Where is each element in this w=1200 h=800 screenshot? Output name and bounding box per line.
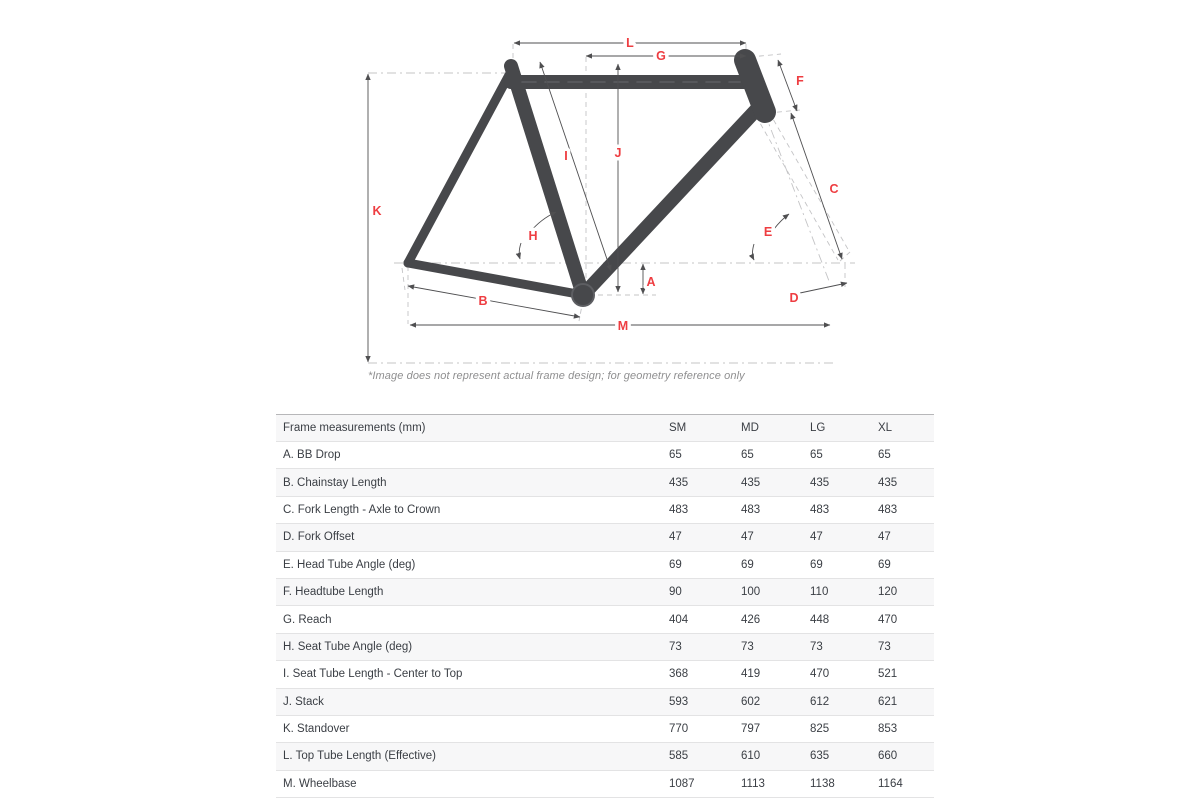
cell-md: 797 <box>734 715 803 742</box>
frame-measurements-table <box>276 414 934 798</box>
cell-md: 65 <box>734 442 803 469</box>
cell-md: 610 <box>734 743 803 770</box>
label-G: G <box>656 49 666 63</box>
cell-sm: 483 <box>662 496 734 523</box>
cell-md: 419 <box>734 661 803 688</box>
cell-xl: 483 <box>871 496 934 523</box>
cell-xl: 69 <box>871 551 934 578</box>
cell-lg: 65 <box>803 442 871 469</box>
cell-xl: 1164 <box>871 770 934 797</box>
table-row <box>276 770 934 797</box>
row-label: H. Seat Tube Angle (deg) <box>276 633 662 660</box>
row-label: D. Fork Offset <box>276 524 662 551</box>
angle-arc-E-upper <box>774 214 789 229</box>
angle-arc-E-lower <box>753 244 755 260</box>
cell-sm: 404 <box>662 606 734 633</box>
cell-xl: 660 <box>871 743 934 770</box>
cell-md: 426 <box>734 606 803 633</box>
table-row <box>276 496 934 523</box>
column-header-md: MD <box>734 415 803 442</box>
label-I: I <box>564 149 568 163</box>
table-row <box>276 606 934 633</box>
table-row <box>276 715 934 742</box>
cell-sm: 593 <box>662 688 734 715</box>
row-label: C. Fork Length - Axle to Crown <box>276 496 662 523</box>
cell-sm: 73 <box>662 633 734 660</box>
cell-sm: 90 <box>662 578 734 605</box>
row-label: J. Stack <box>276 688 662 715</box>
cell-sm: 435 <box>662 469 734 496</box>
cell-xl: 435 <box>871 469 934 496</box>
label-D: D <box>789 291 799 305</box>
chainstay-tick-rear <box>402 268 405 290</box>
table-row <box>276 442 934 469</box>
label-L: L <box>626 36 634 50</box>
angle-arc-H-lower <box>519 243 521 259</box>
cell-sm: 368 <box>662 661 734 688</box>
diagram-disclaimer: *Image does not represent actual frame design; for geometry reference only <box>368 370 745 382</box>
cell-lg: 612 <box>803 688 871 715</box>
cell-md: 73 <box>734 633 803 660</box>
cell-lg: 635 <box>803 743 871 770</box>
cell-xl: 73 <box>871 633 934 660</box>
cell-xl: 521 <box>871 661 934 688</box>
label-H: H <box>528 229 538 243</box>
cell-lg: 470 <box>803 661 871 688</box>
cell-xl: 621 <box>871 688 934 715</box>
seat-tube <box>511 66 583 295</box>
chain-stay-tube <box>408 263 583 295</box>
row-label: K. Standover <box>276 715 662 742</box>
dim-line-I-seattube <box>540 62 611 271</box>
column-header-lg: LG <box>803 415 871 442</box>
cell-lg: 69 <box>803 551 871 578</box>
label-M: M <box>617 319 629 333</box>
row-label: F. Headtube Length <box>276 578 662 605</box>
column-header-sm: SM <box>662 415 734 442</box>
cell-md: 435 <box>734 469 803 496</box>
cell-md: 483 <box>734 496 803 523</box>
cell-lg: 448 <box>803 606 871 633</box>
row-label: L. Top Tube Length (Effective) <box>276 743 662 770</box>
dim-line-F-headtube <box>778 60 797 111</box>
down-tube <box>583 109 757 295</box>
table-row <box>276 633 934 660</box>
cell-sm: 69 <box>662 551 734 578</box>
cell-md: 1113 <box>734 770 803 797</box>
cell-sm: 47 <box>662 524 734 551</box>
dim-line-D-forkoffset <box>800 283 847 293</box>
label-A: A <box>646 275 656 289</box>
cell-lg: 47 <box>803 524 871 551</box>
table-header-row <box>276 415 934 442</box>
cell-lg: 483 <box>803 496 871 523</box>
row-label: G. Reach <box>276 606 662 633</box>
table-row <box>276 524 934 551</box>
cell-lg: 110 <box>803 578 871 605</box>
bottom-bracket-shell <box>572 284 594 306</box>
table-row <box>276 551 934 578</box>
cell-lg: 825 <box>803 715 871 742</box>
table-title: Frame measurements (mm) <box>276 415 662 442</box>
seat-stay-tube <box>408 75 509 263</box>
cell-sm: 1087 <box>662 770 734 797</box>
cell-md: 47 <box>734 524 803 551</box>
label-K: K <box>372 204 382 218</box>
cell-sm: 770 <box>662 715 734 742</box>
cell-sm: 65 <box>662 442 734 469</box>
cell-xl: 120 <box>871 578 934 605</box>
cell-sm: 585 <box>662 743 734 770</box>
label-J: J <box>614 146 622 160</box>
column-header-xl: XL <box>871 415 934 442</box>
table-row <box>276 469 934 496</box>
table-row <box>276 578 934 605</box>
label-C: C <box>829 182 839 196</box>
cell-md: 100 <box>734 578 803 605</box>
head-tube <box>745 60 765 112</box>
rear-dropout <box>404 259 413 268</box>
table-row <box>276 661 934 688</box>
row-label: I. Seat Tube Length - Center to Top <box>276 661 662 688</box>
cell-md: 602 <box>734 688 803 715</box>
cell-md: 69 <box>734 551 803 578</box>
row-label: E. Head Tube Angle (deg) <box>276 551 662 578</box>
cell-xl: 853 <box>871 715 934 742</box>
cell-xl: 470 <box>871 606 934 633</box>
row-label: B. Chainstay Length <box>276 469 662 496</box>
row-label: A. BB Drop <box>276 442 662 469</box>
cell-xl: 47 <box>871 524 934 551</box>
cell-xl: 65 <box>871 442 934 469</box>
label-F: F <box>796 74 804 88</box>
label-B: B <box>478 294 488 308</box>
table-row <box>276 743 934 770</box>
row-label: M. Wheelbase <box>276 770 662 797</box>
table-row <box>276 688 934 715</box>
cell-lg: 1138 <box>803 770 871 797</box>
frame-tubes <box>404 60 766 306</box>
label-E: E <box>763 225 773 239</box>
cell-lg: 435 <box>803 469 871 496</box>
cell-lg: 73 <box>803 633 871 660</box>
